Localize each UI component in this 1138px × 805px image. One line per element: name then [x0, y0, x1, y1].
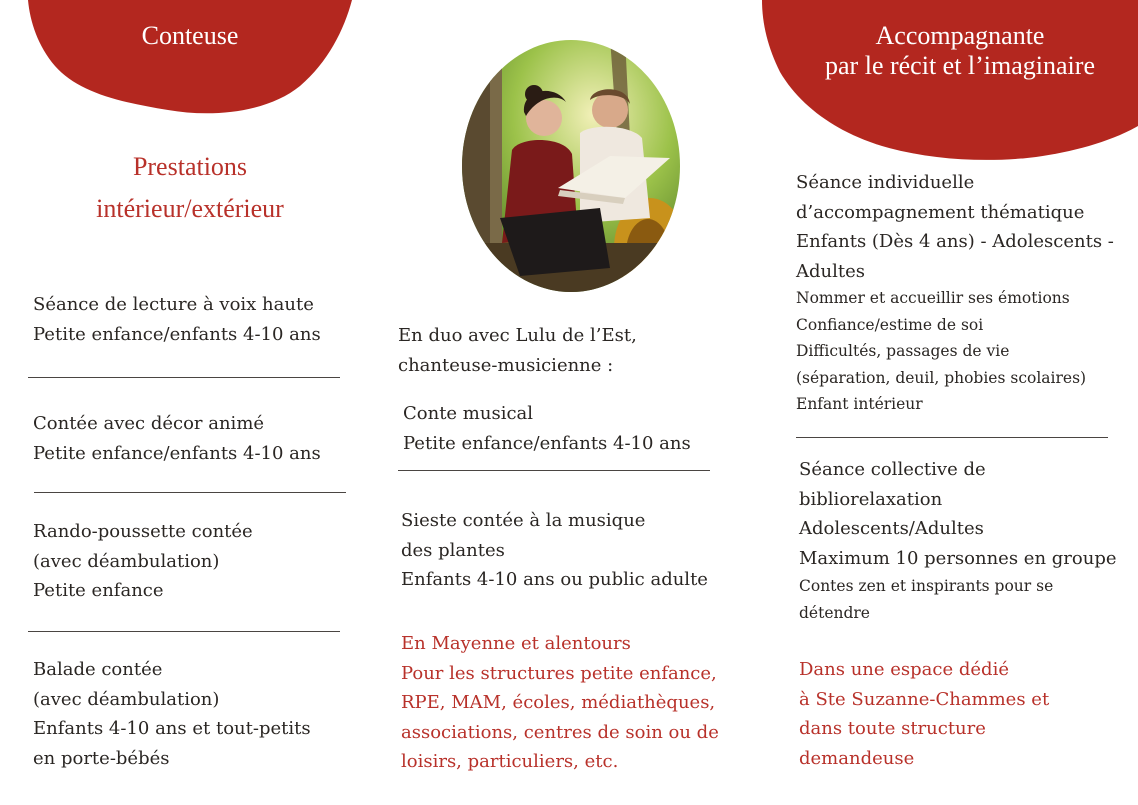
- service-line: Adultes: [796, 260, 865, 282]
- service-line: (avec déambulation): [33, 688, 220, 710]
- middle-intro: [398, 321, 637, 380]
- service-line: Conte musical: [403, 403, 534, 424]
- left-subtitle-line-1: Prestations: [132, 152, 248, 181]
- divider: [398, 470, 710, 471]
- service-line: Petite enfance/enfants 4-10 ans: [33, 323, 321, 345]
- location-line: En Mayenne et alentours: [401, 633, 631, 654]
- left-service-4: [33, 655, 311, 773]
- service-line: Enfants 4-10 ans et tout-petits: [33, 718, 311, 739]
- service-line: Séance individuelle: [796, 172, 975, 193]
- location-line: Dans une espace dédié: [799, 659, 1009, 680]
- service-line: Petite enfance: [33, 580, 164, 601]
- left-subtitle: [40, 146, 340, 230]
- detail-line: Contes zen et inspirants pour se: [799, 577, 1054, 595]
- service-line: bibliorelaxation: [799, 488, 943, 510]
- service-line: en porte-bébés: [33, 747, 170, 769]
- right-header-title: [800, 21, 1120, 81]
- service-line: Séance collective de: [799, 459, 986, 480]
- location-line: à Ste Suzanne-Chammes et: [799, 688, 1050, 710]
- detail-line: Confiance/estime de soi: [796, 315, 984, 334]
- divider: [34, 492, 346, 493]
- location-line: Pour les structures petite enfance,: [401, 662, 717, 684]
- left-subtitle-line-2: intérieur/extérieur: [96, 194, 284, 223]
- service-line: Séance de lecture à voix haute: [33, 294, 314, 315]
- service-line: Petite enfance/enfants 4-10 ans: [403, 432, 691, 454]
- detail-line: (séparation, deuil, phobies scolaires): [796, 368, 1087, 387]
- right-service-1-details: [796, 285, 1086, 418]
- service-line: Rando-poussette contée: [33, 521, 253, 542]
- right-service-1: [796, 168, 1114, 286]
- divider: [28, 377, 340, 378]
- location-line: demandeuse: [799, 747, 915, 769]
- middle-service-1: [403, 399, 691, 458]
- divider: [796, 437, 1108, 438]
- location-line: associations, centres de soin ou de: [401, 721, 719, 743]
- photo-reading-in-forest: [460, 38, 682, 294]
- intro-line: chanteuse-musicienne :: [398, 354, 614, 376]
- detail-line: Nommer et accueillir ses émotions: [796, 289, 1070, 307]
- service-line: Adolescents/Adultes: [799, 518, 984, 539]
- left-service-2: [33, 409, 321, 468]
- detail-line: Enfant intérieur: [796, 395, 923, 413]
- left-service-3: [33, 517, 253, 606]
- right-service-2-details: [799, 573, 1053, 626]
- detail-line: Difficultés, passages de vie: [796, 342, 1010, 360]
- location-line: loisirs, particuliers, etc.: [401, 751, 619, 772]
- right-header-line-2: par le récit et l’imaginaire: [825, 51, 1095, 80]
- location-line: RPE, MAM, écoles, médiathèques,: [401, 692, 716, 713]
- service-line: des plantes: [401, 539, 505, 561]
- service-line: Enfants (Dès 4 ans) - Adolescents -: [796, 231, 1114, 252]
- detail-line: détendre: [799, 603, 870, 622]
- left-service-1: [33, 290, 321, 349]
- middle-location: [401, 629, 719, 777]
- left-header-title: Conteuse: [141, 21, 239, 50]
- intro-line: En duo avec Lulu de l’Est,: [398, 325, 637, 346]
- right-service-2: [799, 455, 1117, 573]
- service-line: Maximum 10 personnes en groupe: [799, 547, 1117, 569]
- service-line: d’accompagnement thématique: [796, 201, 1085, 223]
- location-line: dans toute structure: [799, 718, 986, 739]
- right-location: [799, 655, 1049, 773]
- middle-service-2: [401, 506, 708, 595]
- service-line: Balade contée: [33, 659, 163, 680]
- left-header-blob: [0, 0, 360, 120]
- service-line: Contée avec décor animé: [33, 413, 265, 434]
- right-header-line-1: Accompagnante: [875, 21, 1045, 50]
- service-line: Enfants 4-10 ans ou public adulte: [401, 569, 708, 590]
- service-line: (avec déambulation): [33, 550, 220, 572]
- service-line: Petite enfance/enfants 4-10 ans: [33, 442, 321, 464]
- service-line: Sieste contée à la musique: [401, 510, 646, 531]
- divider: [28, 631, 340, 632]
